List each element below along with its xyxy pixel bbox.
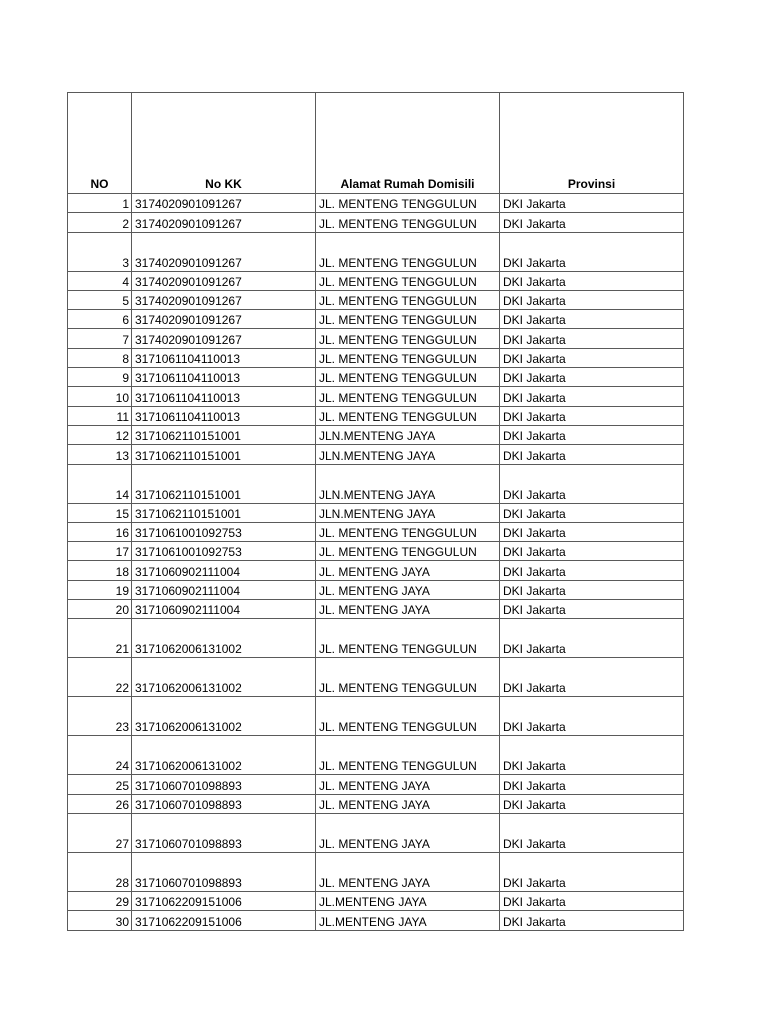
table-row — [68, 911, 684, 930]
cell-no-kk: 3174020901091267 — [132, 290, 316, 309]
cell-provinsi: DKI Jakarta — [500, 658, 684, 697]
table-row — [68, 194, 684, 213]
cell-alamat: JL. MENTENG JAYA — [316, 775, 500, 794]
table-row — [68, 348, 684, 367]
cell-no: 9 — [68, 368, 132, 387]
cell-provinsi: DKI Jakarta — [500, 542, 684, 561]
cell-provinsi: DKI Jakarta — [500, 852, 684, 891]
cell-provinsi: DKI Jakarta — [500, 813, 684, 852]
header-alamat: Alamat Rumah Domisili — [316, 93, 500, 194]
cell-no-kk: 3171061104110013 — [132, 348, 316, 367]
cell-provinsi: DKI Jakarta — [500, 736, 684, 775]
cell-alamat: JL. MENTENG TENGGULUN — [316, 522, 500, 541]
cell-alamat: JL. MENTENG TENGGULUN — [316, 213, 500, 232]
cell-provinsi: DKI Jakarta — [500, 271, 684, 290]
table-row — [68, 580, 684, 599]
cell-alamat: JL. MENTENG TENGGULUN — [316, 368, 500, 387]
cell-no-kk: 3171060701098893 — [132, 852, 316, 891]
cell-no-kk: 3171060701098893 — [132, 775, 316, 794]
cell-alamat: JL. MENTENG TENGGULUN — [316, 232, 500, 271]
cell-provinsi: DKI Jakarta — [500, 194, 684, 213]
table-row — [68, 464, 684, 503]
cell-provinsi: DKI Jakarta — [500, 387, 684, 406]
cell-no-kk: 3171062006131002 — [132, 736, 316, 775]
cell-no: 13 — [68, 445, 132, 464]
header-no-kk: No KK — [132, 93, 316, 194]
cell-no-kk: 3171060701098893 — [132, 813, 316, 852]
table-row — [68, 310, 684, 329]
header-provinsi: Provinsi — [500, 93, 684, 194]
table-row — [68, 406, 684, 425]
cell-no: 2 — [68, 213, 132, 232]
table-row — [68, 619, 684, 658]
cell-no: 21 — [68, 619, 132, 658]
table-row — [68, 891, 684, 910]
cell-no: 29 — [68, 891, 132, 910]
cell-alamat: JL. MENTENG TENGGULUN — [316, 310, 500, 329]
table-body — [68, 194, 684, 931]
cell-alamat: JL. MENTENG TENGGULUN — [316, 387, 500, 406]
cell-no: 7 — [68, 329, 132, 348]
table-row — [68, 775, 684, 794]
cell-provinsi: DKI Jakarta — [500, 697, 684, 736]
cell-provinsi: DKI Jakarta — [500, 775, 684, 794]
cell-no: 17 — [68, 542, 132, 561]
cell-no: 16 — [68, 522, 132, 541]
cell-provinsi: DKI Jakarta — [500, 891, 684, 910]
cell-no: 30 — [68, 911, 132, 930]
cell-no: 19 — [68, 580, 132, 599]
cell-provinsi: DKI Jakarta — [500, 406, 684, 425]
cell-no-kk: 3171060902111004 — [132, 600, 316, 619]
cell-provinsi: DKI Jakarta — [500, 290, 684, 309]
cell-no: 15 — [68, 503, 132, 522]
cell-provinsi: DKI Jakarta — [500, 580, 684, 599]
cell-no: 6 — [68, 310, 132, 329]
cell-provinsi: DKI Jakarta — [500, 368, 684, 387]
cell-provinsi: DKI Jakarta — [500, 911, 684, 930]
cell-no-kk: 3171061104110013 — [132, 406, 316, 425]
table-row — [68, 503, 684, 522]
table-row — [68, 290, 684, 309]
cell-no: 26 — [68, 794, 132, 813]
cell-no-kk: 3171061001092753 — [132, 522, 316, 541]
cell-provinsi: DKI Jakarta — [500, 310, 684, 329]
cell-alamat: JLN.MENTENG JAYA — [316, 464, 500, 503]
table-row — [68, 271, 684, 290]
cell-no: 24 — [68, 736, 132, 775]
cell-no-kk: 3171062110151001 — [132, 425, 316, 444]
cell-no: 28 — [68, 852, 132, 891]
cell-provinsi: DKI Jakarta — [500, 348, 684, 367]
cell-no-kk: 3171062006131002 — [132, 619, 316, 658]
table-row — [68, 794, 684, 813]
table-row — [68, 329, 684, 348]
cell-provinsi: DKI Jakarta — [500, 329, 684, 348]
cell-no-kk: 3171062110151001 — [132, 445, 316, 464]
cell-no-kk: 3171061001092753 — [132, 542, 316, 561]
cell-no: 8 — [68, 348, 132, 367]
cell-no-kk: 3174020901091267 — [132, 310, 316, 329]
cell-provinsi: DKI Jakarta — [500, 561, 684, 580]
cell-alamat: JL. MENTENG TENGGULUN — [316, 329, 500, 348]
cell-provinsi: DKI Jakarta — [500, 600, 684, 619]
cell-alamat: JLN.MENTENG JAYA — [316, 425, 500, 444]
cell-no: 12 — [68, 425, 132, 444]
cell-no-kk: 3174020901091267 — [132, 271, 316, 290]
cell-no-kk: 3171061104110013 — [132, 387, 316, 406]
cell-no-kk: 3171062110151001 — [132, 503, 316, 522]
cell-provinsi: DKI Jakarta — [500, 619, 684, 658]
table-row — [68, 600, 684, 619]
cell-no-kk: 3171060902111004 — [132, 561, 316, 580]
cell-provinsi: DKI Jakarta — [500, 232, 684, 271]
cell-alamat: JL. MENTENG JAYA — [316, 794, 500, 813]
cell-alamat: JL. MENTENG TENGGULUN — [316, 194, 500, 213]
cell-provinsi: DKI Jakarta — [500, 425, 684, 444]
table-row — [68, 542, 684, 561]
data-table — [67, 92, 684, 931]
cell-provinsi: DKI Jakarta — [500, 464, 684, 503]
cell-alamat: JL. MENTENG TENGGULUN — [316, 658, 500, 697]
header-row — [68, 93, 684, 194]
cell-alamat: JLN.MENTENG JAYA — [316, 445, 500, 464]
cell-alamat: JL. MENTENG TENGGULUN — [316, 406, 500, 425]
cell-alamat: JL. MENTENG JAYA — [316, 600, 500, 619]
cell-alamat: JL.MENTENG JAYA — [316, 911, 500, 930]
cell-no: 11 — [68, 406, 132, 425]
cell-provinsi: DKI Jakarta — [500, 794, 684, 813]
table-row — [68, 561, 684, 580]
table-row — [68, 445, 684, 464]
cell-alamat: JL. MENTENG TENGGULUN — [316, 697, 500, 736]
cell-no-kk: 3171060902111004 — [132, 580, 316, 599]
cell-no: 20 — [68, 600, 132, 619]
cell-alamat: JL. MENTENG TENGGULUN — [316, 290, 500, 309]
cell-no: 1 — [68, 194, 132, 213]
cell-no: 4 — [68, 271, 132, 290]
cell-no-kk: 3174020901091267 — [132, 213, 316, 232]
cell-alamat: JL. MENTENG TENGGULUN — [316, 619, 500, 658]
cell-no: 3 — [68, 232, 132, 271]
cell-provinsi: DKI Jakarta — [500, 445, 684, 464]
table-header — [68, 93, 684, 194]
table-row — [68, 697, 684, 736]
cell-no-kk: 3171062006131002 — [132, 658, 316, 697]
cell-alamat: JL. MENTENG TENGGULUN — [316, 348, 500, 367]
table-row — [68, 736, 684, 775]
cell-alamat: JL. MENTENG TENGGULUN — [316, 271, 500, 290]
cell-no-kk: 3171062110151001 — [132, 464, 316, 503]
cell-no: 18 — [68, 561, 132, 580]
table-row — [68, 425, 684, 444]
cell-no-kk: 3174020901091267 — [132, 194, 316, 213]
cell-alamat: JL. MENTENG JAYA — [316, 813, 500, 852]
cell-no: 25 — [68, 775, 132, 794]
cell-no: 27 — [68, 813, 132, 852]
table-row — [68, 368, 684, 387]
cell-provinsi: DKI Jakarta — [500, 522, 684, 541]
cell-no-kk: 3171062006131002 — [132, 697, 316, 736]
cell-no: 10 — [68, 387, 132, 406]
cell-no: 5 — [68, 290, 132, 309]
table-row — [68, 213, 684, 232]
table-row — [68, 232, 684, 271]
cell-provinsi: DKI Jakarta — [500, 213, 684, 232]
table-row — [68, 658, 684, 697]
cell-provinsi: DKI Jakarta — [500, 503, 684, 522]
cell-no-kk: 3171062209151006 — [132, 891, 316, 910]
cell-no-kk: 3174020901091267 — [132, 329, 316, 348]
cell-no: 14 — [68, 464, 132, 503]
cell-alamat: JL. MENTENG JAYA — [316, 580, 500, 599]
cell-alamat: JLN.MENTENG JAYA — [316, 503, 500, 522]
cell-alamat: JL. MENTENG TENGGULUN — [316, 542, 500, 561]
table-row — [68, 852, 684, 891]
cell-no-kk: 3171062209151006 — [132, 911, 316, 930]
header-no: NO — [68, 93, 132, 194]
cell-no-kk: 3174020901091267 — [132, 232, 316, 271]
cell-alamat: JL. MENTENG JAYA — [316, 852, 500, 891]
cell-no-kk: 3171061104110013 — [132, 368, 316, 387]
table-row — [68, 387, 684, 406]
cell-no-kk: 3171060701098893 — [132, 794, 316, 813]
cell-alamat: JL. MENTENG TENGGULUN — [316, 736, 500, 775]
cell-alamat: JL. MENTENG JAYA — [316, 561, 500, 580]
cell-no: 23 — [68, 697, 132, 736]
table-row — [68, 813, 684, 852]
cell-alamat: JL.MENTENG JAYA — [316, 891, 500, 910]
cell-no: 22 — [68, 658, 132, 697]
table-row — [68, 522, 684, 541]
